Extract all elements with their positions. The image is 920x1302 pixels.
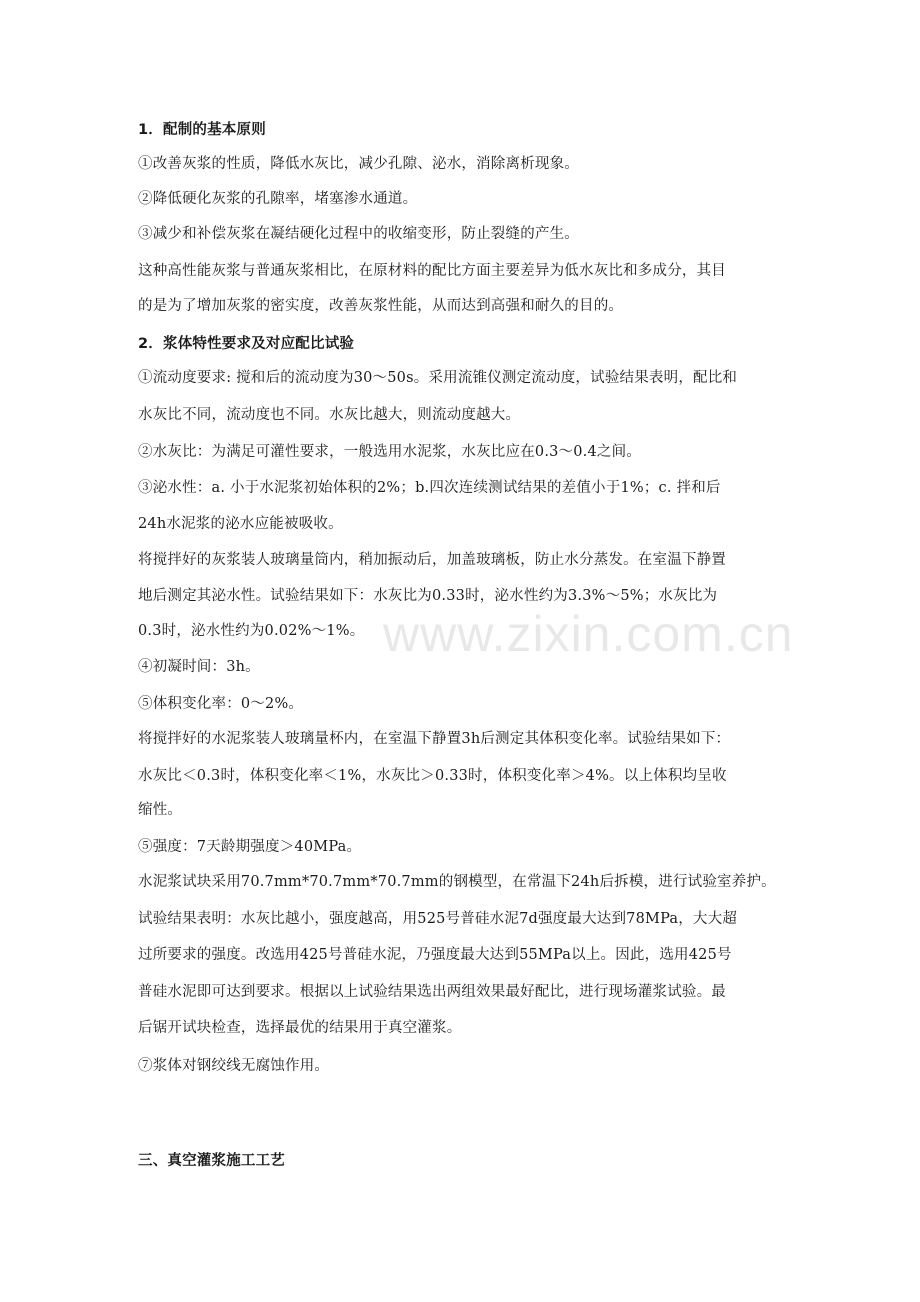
watermark: www.zixin.com.cn [383,606,794,662]
paragraph-line: ⑤体积变化率：0～2%。 [138,696,304,712]
section-heading: 2．浆体特性要求及对应配比试验 [138,336,355,352]
paragraph-line: 将搅拌好的灰浆装人玻璃量筒内，稍加振动后，加盖玻璃板，防止水分蒸发。在室温下静置 [138,552,726,568]
paragraph-line: 水灰比不同，流动度也不同。水灰比越大，则流动度越大。 [138,407,521,423]
paragraph-line: 水灰比＜0.3时，体积变化率＜1%，水灰比＞0.33时，体积变化率＞4%。以上体积均呈收 [138,768,727,784]
paragraph-line: 后锯开试块检查，选择最优的结果用于真空灌浆。 [138,1020,462,1036]
paragraph-line: 普硅水泥即可达到要求。根据以上试验结果选出两组效果最好配比，进行现场灌浆试验。最 [138,984,726,1000]
paragraph-line: 24h水泥浆的泌水应能被吸收。 [138,516,343,532]
paragraph-line: ②水灰比：为满足可灌性要求，一般选用水泥浆，水灰比应在0.3～0.4之间。 [138,444,642,460]
section-heading: 1．配制的基本原则 [138,122,266,138]
paragraph-line: 0.3时，泌水性约为0.02%～1%。 [138,623,365,639]
paragraph-line: 缩性。 [138,802,183,818]
paragraph-line: 这种高性能灰浆与普通灰浆相比，在原材料的配比方面主要差异为低水灰比和多成分，其目 [138,263,726,279]
paragraph-line: 的是为了增加灰浆的密实度，改善灰浆性能，从而达到高强和耐久的目的。 [138,298,624,314]
paragraph-line: 过所要求的强度。改选用425号普硅水泥，乃强度最大达到55MPa以上。因此，选用425号 [138,947,732,963]
paragraph-line: 水泥浆试块采用70.7mm*70.7mm*70.7mm的钢模型，在常温下24h后拆模，进行试验室养护。 [138,874,776,890]
paragraph-line: 地后测定其泌水性。试验结果如下：水灰比为0.33时，泌水性约为3.3%～5%；水灰比为 [138,588,718,604]
paragraph-line: ③泌水性：a. 小于水泥浆初始体积的2%；b.四次连续测试结果的差值小于1%；c. 拌和后 [138,480,721,496]
paragraph-line: ②降低硬化灰浆的孔隙率，堵塞渗水通道。 [138,191,418,207]
paragraph-line: 试验结果表明：水灰比越小，强度越高，用525号普硅水泥7d强度最大达到78MPa，大大超 [138,911,738,927]
paragraph-line: ⑦浆体对钢绞线无腐蚀作用。 [138,1058,330,1074]
paragraph-line: ①流动度要求: 搅和后的流动度为30～50s。采用流锥仪测定流动度，试验结果表明，配比和 [138,370,738,386]
section-heading: 三、真空灌浆施工工艺 [138,1153,285,1169]
paragraph-line: ⑤强度：7天龄期强度＞40MPa。 [138,839,362,855]
paragraph-line: ①改善灰浆的性质，降低水灰比，减少孔隙、泌水，消除离析现象。 [138,156,579,172]
paragraph-line: 将搅拌好的水泥浆装人玻璃量杯内，在室温下静置3h后测定其体积变化率。试验结果如下： [138,731,731,747]
paragraph-line: ③减少和补偿灰浆在凝结硬化过程中的收缩变形，防止裂缝的产生。 [138,226,579,242]
paragraph-line: ④初凝时间：3h。 [138,659,260,675]
